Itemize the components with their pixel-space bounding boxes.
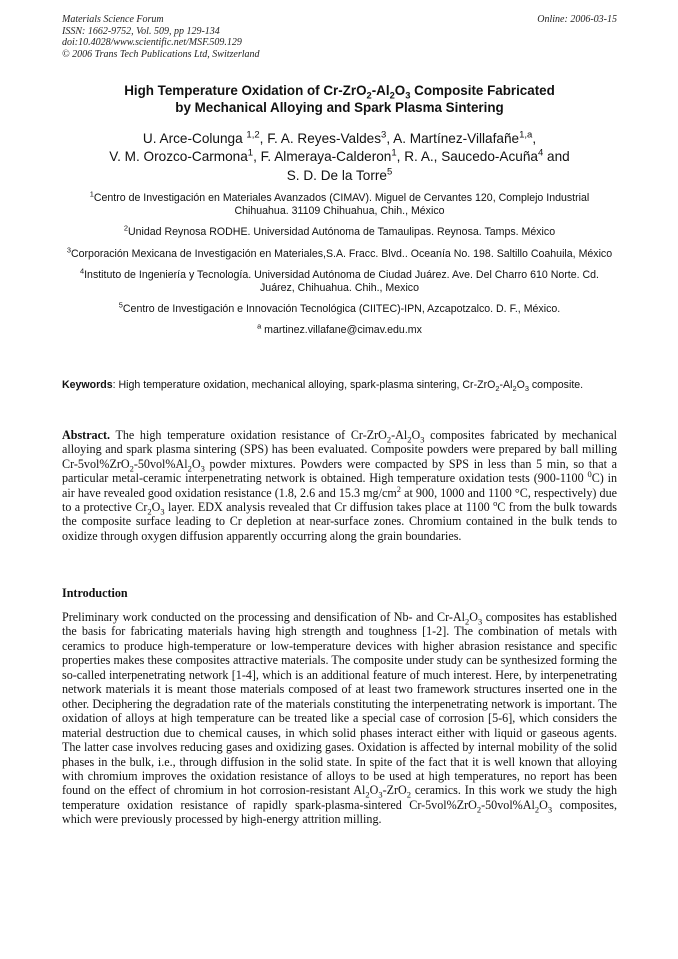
paper-title [62,82,617,116]
journal-copyright: © 2006 Trans Tech Publications Ltd, Switzerland [62,48,260,60]
abstract-label: Abstract. [62,428,111,442]
author-list [62,130,617,185]
title-line-1: High Temperature Oxidation of $Cr-ZrO_2-Al_2O_3$ Composite Fabricated [124,83,555,101]
online-date: Online: 2006-03-15 [537,14,617,25]
keywords: Keywords: High temperature oxidation, mechanical alloying, spark-plasma sintering, $Cr-ZrO_2-Al_2O_3$ composite. [62,379,584,394]
author-line-1: U. Arce-Colunga $^{1,2}$, F. A. Reyes-Valdes$^3$, A. Martínez-Villafañe$^{1,a}$, [142,129,537,146]
corresponding-email[interactable]: $^a$ martinez.villafane@cimav.edu.mx [257,321,422,337]
title-line-2: by Mechanical Alloying and Spark Plasma Sintering [175,100,504,115]
author-line-2: V. M. Orozco-Carmona$^1$, F. Almeraya-Calderon$^1$, R. A., Saucedo-Acuña$^4$ and [109,147,570,165]
journal-doi: doi:10.4028/www.scientific.net/MSF.509.129 [62,37,242,48]
affiliations [62,189,617,338]
journal-issn: ISSN: 1662-9752, Vol. 509, pp 129-134 [62,25,220,37]
introduction-body: Preliminary work conducted on the processing and densification of Nb- and $Cr-Al_2O_3$ composites has established the basis for fabricating materials having high strength and toughness [1-2]. The combination of metals with ceramics to produce high-temperature or low-temperature devices with higher abrasion resistance and specific properties makes these composites attractive materials. The composite under study can be synthesized forming the so-called interpenetrating network [1-4], which is an additional feature of much interest. Here, by interpenetrating network materials it is meant those materials composed of at least two framework structures inserted one in the other. Deciphering the degradation rate of the materials constituting the interpenetrating network is important. The oxidation of alloys at high temperature can be treated like a special case of corrosion [5-6], which considers the material destruction due to chemical causes, in which solid phases interact either with liquid or gaseous agents. The latter case involves reducing gases and oxidizing gases. Oxidation is affected by internal mobility of the solid phases in the bulk, i.e., through diffusion in the solid state. In spite of the fact that it is well known that alloying with chromium improves the oxidation resistance of alloys to be used at high temperatures, no report has been found on the effect of chromium in hot corrosion-resistant $Al_2O_3-ZrO_2$ ceramics. In this work we study the high temperature oxidation resistance of rapidly spark-plasma-sintered $Cr-5vol\%ZrO_2-50vol\%Al_2O_3$ composites, which were previously processed by high-energy attrition milling. [62,610,618,827]
affiliation-4: $^4$Instituto de Ingeniería y Tecnología. Universidad Autónoma de Ciudad Juárez. Ave. Del Charro 610 Norte. Cd. Juárez, Chihuahua. Chih., Mexico [79,266,599,295]
journal-name: Materials Science Forum [62,14,164,25]
keywords-label: Keywords [62,379,113,391]
affiliation-1: $^1$Centro de Investigación en Materiales Avanzados (CIMAV). Miguel de Cervantes 120, Complejo Industrial Chihuahua. 31109 Chihuahua, Chih., México [89,189,590,218]
section-heading-introduction: Introduction [62,586,128,600]
affiliation-2: $^2$Unidad Reynosa RODHE. Universidad Autónoma de Tamaulipas. Reynosa. Tamps. México [123,223,556,239]
author-line-3: S. D. De la Torre$^5$ [286,166,393,183]
abstract: Abstract. The high temperature oxidation resistance of $Cr-ZrO_2-Al_2O_3$ composites fabricated by mechanical alloying and spark plasma sintering (SPS) has been evaluated. Composite powders were prepared by ball milling $Cr-5vol\%ZrO_2-50vol\%Al_2O_3$ powder mixtures. Powders were compacted by SPS in less than 5 min, so that a particular metal-ceramic interpenetrating network is obtained. High temperature oxidation tests (900-1100 $^0$C) in air have revealed good oxidation resistance (1.8, 2.6 and 15.3 $mg/cm^2$ at 900, 1000 and 1100 °C, respectively) due to a protective $Cr_2O_3$ layer. EDX analysis revealed that Cr diffusion takes place at 1100 $^o$C from the bulk towards the composite surface leading to Cr depletion at near-surface zones. Chromium contained in the bulk tends to oxidize through oxygen diffusion apparently occurring along the grain boundaries. [62,428,618,543]
journal-header [62,14,617,60]
affiliation-3: $^3$Corporación Mexicana de Investigación en Materiales,S.A. Fracc. Blvd.. Oceanía No. 198. Saltillo Coahuila, México [66,245,613,260]
affiliation-5: $^5$Centro de Investigación e Innovación Tecnológica (CIITEC)-IPN, Azcapotzalco. D. F., México. [118,300,561,316]
